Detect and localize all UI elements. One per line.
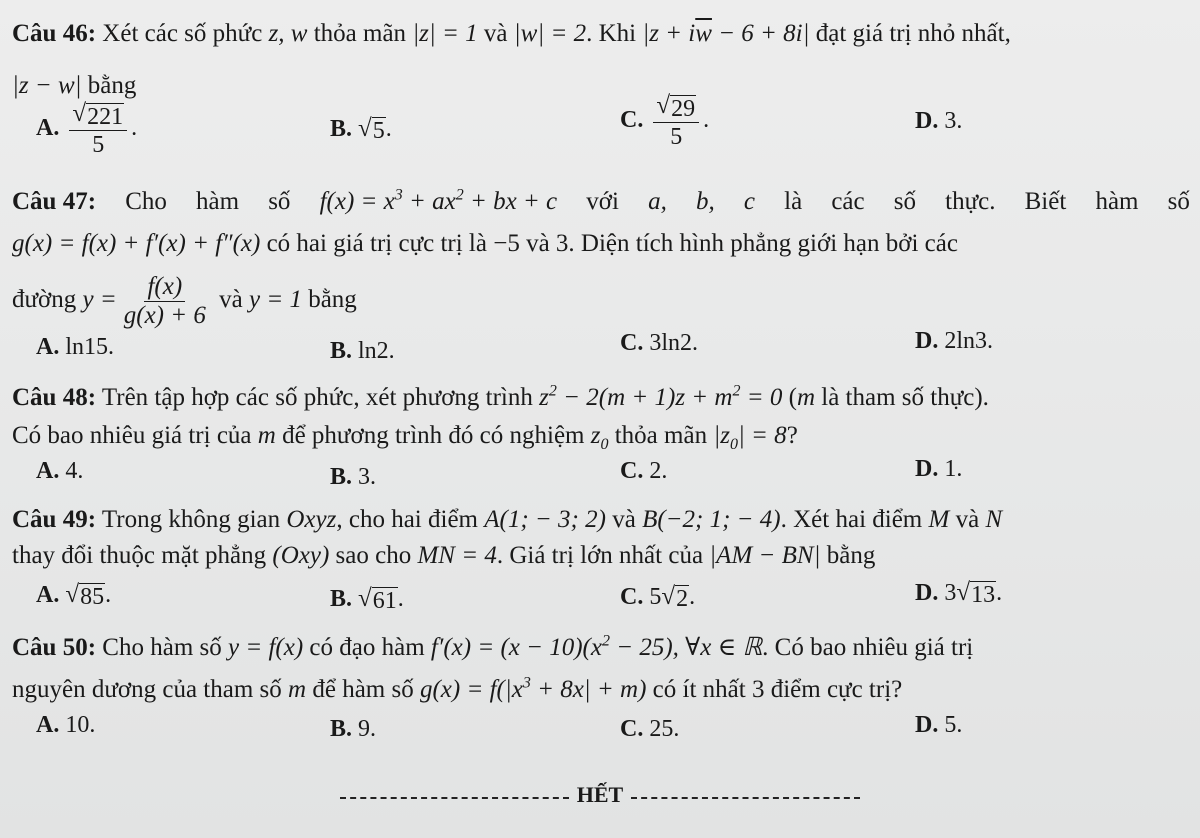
q49-line2: thay đổi thuộc mặt phẳng (Oxy) sao cho MN = 4. Giá trị lớn nhất của |AM − BN| bằng — [12, 542, 876, 569]
q46-line1 — [12, 18, 1190, 50]
end-text: HẾT — [576, 782, 624, 807]
divider-left — [340, 797, 569, 799]
q46-text3: . Khi — [586, 20, 637, 47]
q46-label: Câu 46: — [12, 20, 97, 47]
q50-option-d[interactable]: D. 5. — [915, 712, 963, 738]
q46-text2: thỏa mãn — [313, 20, 407, 47]
q50-line2: nguyên dương của tham số m để hàm số $g(x) = f(|x^3 + 8x| + m)$ có ít nhất 3 điểm cực trị? — [12, 674, 903, 703]
q47-fraction: $\frac{f(x)}{g(x) + 6}$ — [123, 272, 206, 329]
q47-label: Câu 47: — [12, 188, 97, 215]
q46-option-c[interactable]: C. √ 29 5 . — [620, 92, 710, 150]
q47-option-a[interactable]: A. ln15. — [36, 334, 115, 360]
q49-label: Câu 49: — [12, 506, 97, 533]
q49-option-b[interactable]: B. √ 61 . — [330, 585, 404, 614]
q49-option-a[interactable]: A. √ 85 . — [36, 581, 112, 610]
q48-option-b[interactable]: B. 3. — [330, 464, 377, 490]
q48-option-a[interactable]: A. 4. — [36, 458, 84, 484]
q46-and: và — [483, 20, 508, 47]
q49-option-c[interactable]: C. 5 √ 2 . — [620, 583, 696, 612]
q50-label: Câu 50: — [12, 634, 97, 661]
q48-line2: Có bao nhiêu giá trị của m để phương trình đó có nghiệm $z_0$ thỏa mãn $|z_0| = 8$? — [12, 422, 798, 453]
q48-line1: Câu 48: Trên tập hợp các số phức, xét phương trình $z^2 - 2(m + 1)z + m^2 = 0$ (m là tham số thực). — [12, 382, 989, 411]
fraction: √ 221 5 — [69, 100, 127, 159]
q47-gx: g(x) = f(x) + f′(x) + f″(x) — [12, 230, 261, 257]
q47-line3: đường y = $\frac{f(x)}{g(x) + 6}$ và y = 1 bằng — [12, 272, 357, 329]
q46-cond2: |w| = 2 — [513, 20, 587, 47]
q50-option-c[interactable]: C. 25. — [620, 716, 680, 742]
q46-option-d[interactable]: D. 3. — [915, 108, 963, 134]
q46-text1: Xét các số phức — [102, 20, 263, 47]
q49-option-d[interactable]: D. 3 √ 13 . — [915, 579, 1003, 608]
q49-line1: Câu 49: Trong không gian Oxyz, cho hai điểm A(1; − 3; 2) và B(−2; 1; − 4). Xét hai điểm M và N — [12, 506, 1003, 533]
q46-cond1: |z| = 1 — [412, 20, 478, 47]
q46-zw: z, w — [268, 20, 308, 47]
q46-option-a[interactable]: A. √ 221 5 . — [36, 100, 138, 158]
q48-option-c[interactable]: C. 2. — [620, 458, 668, 484]
fraction: √ 29 5 — [653, 92, 699, 151]
q47-line2 — [12, 228, 1190, 260]
q50-option-a[interactable]: A. 10. — [36, 712, 96, 738]
q46-text4: đạt giá trị nhỏ nhất, — [815, 20, 1011, 47]
divider-right — [631, 797, 860, 799]
end-marker — [340, 782, 860, 808]
q47-option-c[interactable]: C. 3ln2. — [620, 330, 699, 356]
q46-line2-expr: |z − w| — [12, 72, 82, 99]
q47-line2-text: có hai giá trị cực trị là −5 và 3. Diện tích hình phẳng giới hạn bởi các — [266, 230, 958, 257]
q46-line2 — [12, 70, 1190, 102]
q46-option-b[interactable]: B. √ 5 . — [330, 115, 392, 144]
q46-expr: $|z + i\overline{w} - 6 + 8i|$ — [642, 20, 810, 47]
q48-equation: $z^2 - 2(m + 1)z + m^2 = 0$ — [539, 382, 783, 411]
q47-line1: Câu 47: Cho hàm số $f(x) = x^3 + ax^2$ + bx + c với a, b, c là các số thực. Biết hàm số — [12, 186, 1190, 218]
q47-option-d[interactable]: D. 2ln3. — [915, 328, 994, 354]
q47-fx: $f(x) = x^3 + ax^2$ + bx + c — [319, 186, 558, 215]
q50-option-b[interactable]: B. 9. — [330, 716, 377, 742]
q47-option-b[interactable]: B. ln2. — [330, 338, 395, 364]
q46-line2-text: bằng — [87, 72, 137, 99]
q50-line1: Câu 50: Cho hàm số y = f(x) có đạo hàm $f'(x) = (x - 10)(x^2 - 25)$, ∀x ∈ ℝ. Có bao nhiêu giá trị — [12, 632, 974, 661]
q48-option-d[interactable]: D. 1. — [915, 456, 963, 482]
q48-label: Câu 48: — [12, 384, 97, 411]
